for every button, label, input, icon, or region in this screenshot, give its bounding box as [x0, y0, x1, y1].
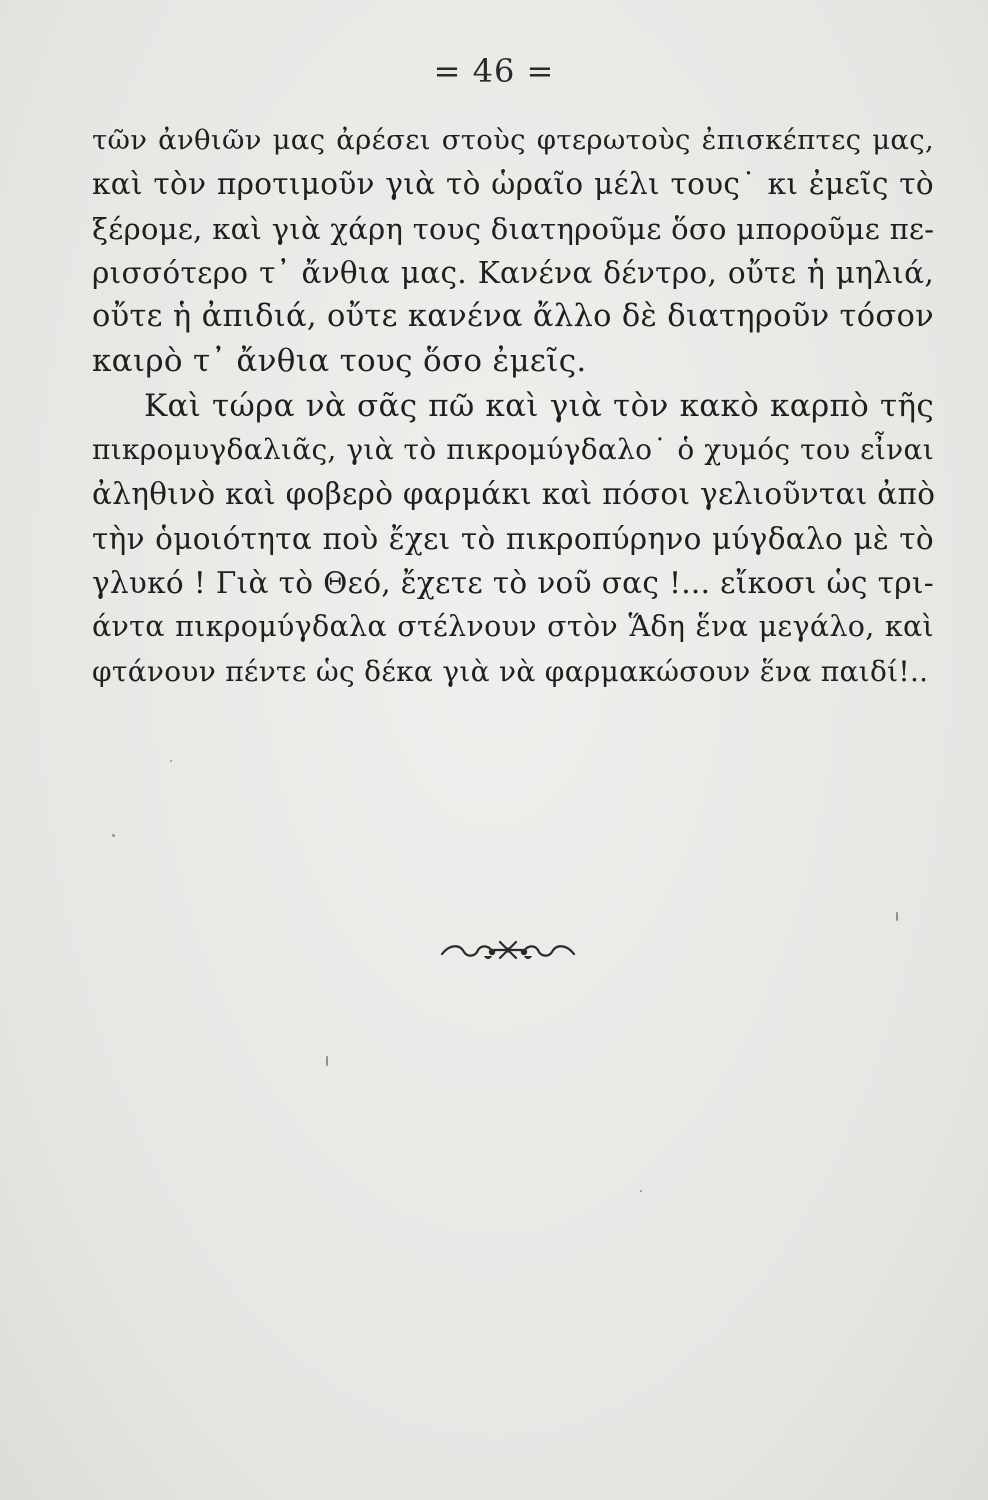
text-line: οὔτε ἡ ἀπιδιά, οὔτε κανένα ἄλλο δὲ διατηροῦν τόσον [92, 299, 934, 335]
body-text [92, 118, 934, 694]
paragraph-1 [92, 118, 934, 384]
text-line: καιρὸ τ᾿ ἄνθια τους ὅσο ἐμεῖς. [92, 343, 587, 380]
paragraph-2 [92, 384, 934, 694]
text-line: ξέρομε, καὶ γιὰ χάρη τους διατηροῦμε ὅσο μποροῦμε πε- [92, 211, 935, 246]
text-line: πικρομυγδαλιᾶς, γιὰ τὸ πικρομύγδαλο˙ ὁ χυμός του εἶναι [92, 433, 934, 467]
page-number: = 46 = [433, 52, 555, 90]
text-line: ρισσότερο τ᾿ ἄνθια μας. Κανένα δέντρο, οὔτε ἡ μηλιά, [92, 255, 934, 290]
text-line: άντα πικρομύγδαλα στέλνουν στὸν Ἅδη ἕνα μεγάλο, καὶ [92, 610, 934, 644]
text-line: τῶν ἀνθιῶν μας ἀρέσει στοὺς φτερωτοὺς ἐπισκέπτες μας, [92, 124, 934, 156]
text-line: φτάνουν πέντε ὡς δέκα γιὰ νὰ φαρμακώσουν ἕνα παιδί!.. [92, 654, 929, 688]
decorative-scroll-ornament-icon [438, 936, 578, 964]
text-line: Καὶ τώρα νὰ σᾶς πῶ καὶ γιὰ τὸν κακὸ καρπὸ τῆς [144, 387, 934, 424]
text-line: τὴν ὁμοιότητα ποὺ ἔχει τὸ πικροπύρηνο μύγδαλο μὲ τὸ [92, 521, 934, 556]
text-line: γλυκό ! Γιὰ τὸ Θεό, ἔχετε τὸ νοῦ σας !... εἴκοσι ὡς τρι- [92, 565, 934, 600]
text-line: ἀληθινὸ καὶ φοβερὸ φαρμάκι καὶ πόσοι γελιοῦνται ἀπὸ [92, 477, 936, 512]
text-line: καὶ τὸν προτιμοῦν γιὰ τὸ ὡραῖο μέλι τους˙ κι ἐμεῖς τὸ [92, 167, 934, 202]
